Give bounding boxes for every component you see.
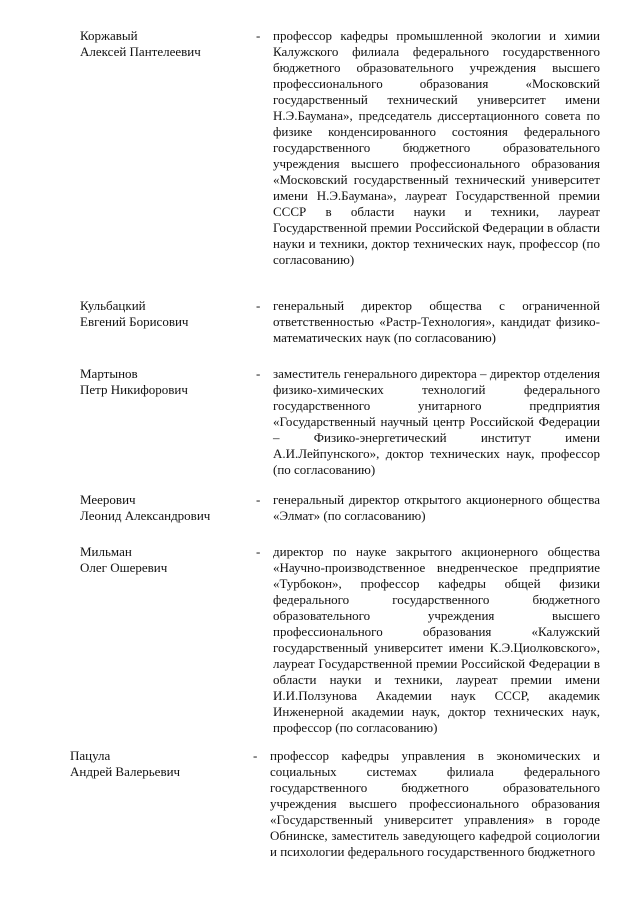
surname: Меерович <box>80 492 136 507</box>
person-name <box>80 366 250 398</box>
person-name <box>80 28 250 60</box>
position-description: заместитель генерального директора – директор отделения физико-химических технологий федерального государственного унитарного предприятия «Государственный научный центр Российской Федерации – Физико-энергетический институт имени А.И.Лейпунского», доктор технических наук, профессор (по согласованию) <box>273 366 600 477</box>
position-description: генеральный директор открытого акционерного общества «Элмат» (по согласованию) <box>273 492 600 523</box>
surname: Пацула <box>70 748 111 763</box>
surname: Кульбацкий <box>80 298 146 313</box>
given-names: Андрей Валерьевич <box>70 764 181 779</box>
person-name <box>80 298 250 330</box>
position-description: профессор кафедры управления в экономических и социальных системах филиала федерального государственного бюджетного образовательного учреждения высшего профессионального образования «Государственный университет управления» в городе Обнинске, заместитель заведующего кафедрой социологии и психологии федерального государственного бюджетного <box>270 748 600 859</box>
given-names: Евгений Борисович <box>80 314 189 329</box>
given-names: Петр Никифорович <box>80 382 188 397</box>
person-name <box>80 492 250 524</box>
given-names: Алексей Пантелеевич <box>80 44 201 59</box>
dash: - <box>256 298 261 313</box>
position-description: директор по науке закрытого акционерного общества «Научно-производственное внедренческое предприятие «Турбокон», профессор кафедры общей физики федерального государственного бюджетного образовательного учреждения высшего профессионального образования «Калужский государственный университет имени К.Э.Циолковского», лауреат Государственной премии Российской Федерации в области науки и техники, лауреат премии имени И.И.Ползунова Академии наук СССР, академик Инженерной академии наук, доктор технических наук, профессор (по согласованию) <box>273 544 600 735</box>
dash: - <box>256 366 261 381</box>
dash: - <box>253 748 258 763</box>
given-names: Леонид Александрович <box>80 508 211 523</box>
given-names: Олег Ошеревич <box>80 560 168 575</box>
position-description: генеральный директор общества с ограниченной ответственностью «Растр-Технология», кандидат физико-математических наук (по согласованию) <box>273 298 600 345</box>
surname: Мартынов <box>80 366 138 381</box>
person-name <box>80 544 250 576</box>
dash: - <box>256 28 261 43</box>
dash: - <box>256 544 261 559</box>
person-name <box>70 748 240 780</box>
surname: Мильман <box>80 544 132 559</box>
dash: - <box>256 492 261 507</box>
surname: Коржавый <box>80 28 138 43</box>
position-description: профессор кафедры промышленной экологии и химии Калужского филиала федерального государственного бюджетного образовательного учреждения высшего профессионального образования «Московский государственный технический университет имени Н.Э.Баумана», председатель диссертационного совета по физике конденсированного состояния федерального государственного бюджетного образовательного учреждения высшего профессионального образования «Московский государственный технический университет имени Н.Э.Баумана», лауреат Государственной премии СССР в области науки и техники, лауреат Государственной премии Российской Федерации в области науки и техники, доктор технических наук, профессор (по согласованию) <box>273 28 600 267</box>
